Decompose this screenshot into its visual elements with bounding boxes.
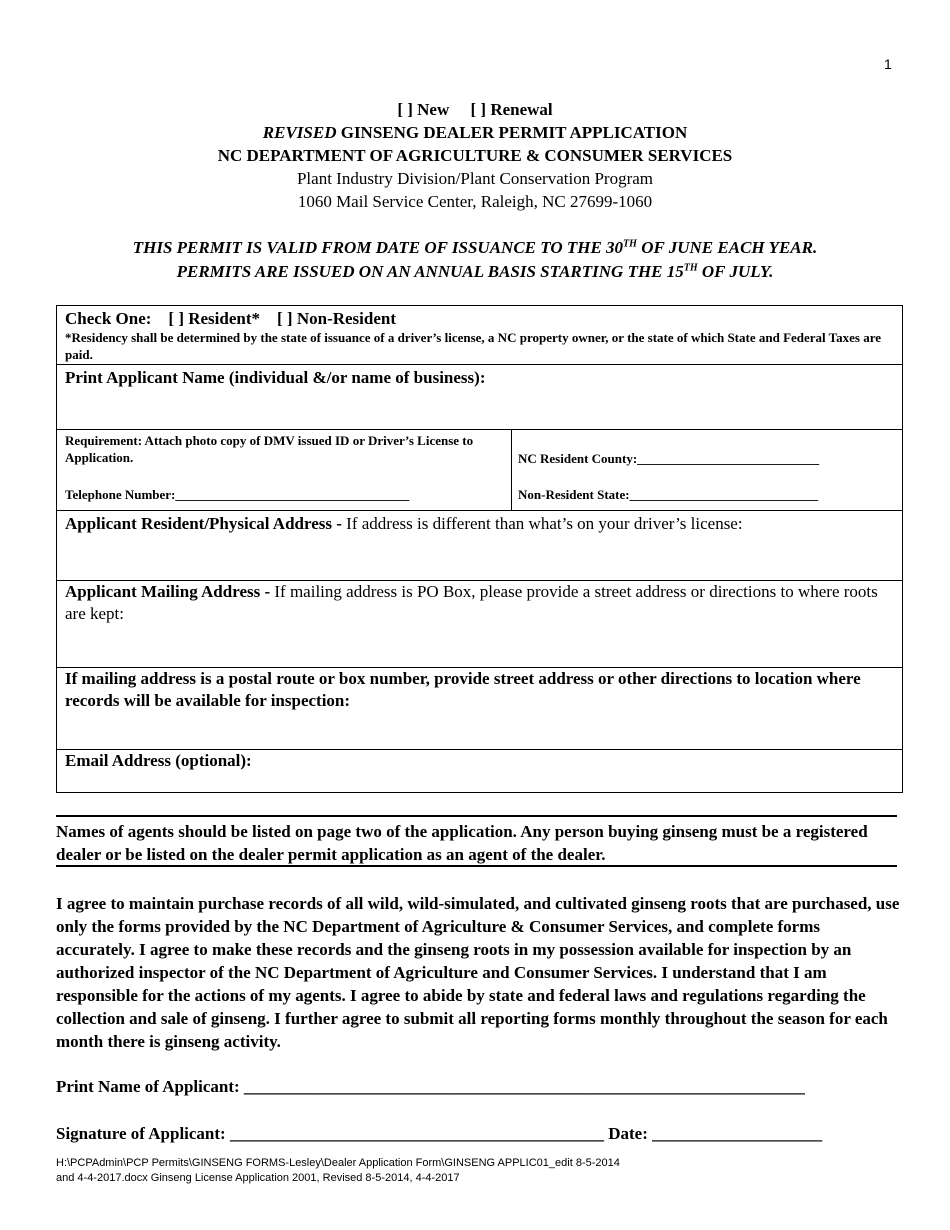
telephone-field[interactable]: Telephone Number:____________________________________ [65, 487, 410, 502]
form-header [0, 98, 950, 213]
agents-notice-text: Names of agents should be listed on page two of the application. Any person buying ginseng must be a registered dealer or be listed on the dealer permit application as an agent of the dealer. [56, 822, 868, 864]
residency-row [57, 306, 902, 364]
email-label: Email Address (optional): [65, 751, 252, 770]
signature-field[interactable]: Signature of Applicant: ____________________________________________ [56, 1124, 604, 1143]
residency-note: *Residency shall be determined by the state of issuance of a driver’s license, a NC property owner, or the state of which State and Federal Taxes are paid. [65, 330, 882, 362]
date-field[interactable]: Date: ____________________ [608, 1124, 823, 1143]
applicant-name-label: Print Applicant Name (individual &/or name of business): [65, 368, 486, 387]
page-number: 1 [884, 56, 892, 72]
validity-line-1-text: THIS PERMIT IS VALID FROM DATE OF ISSUANCE TO THE 30 [132, 238, 624, 257]
division-name: Plant Industry Division/Plant Conservation Program [296, 169, 654, 188]
validity-line-2-text: PERMITS ARE ISSUED ON AN ANNUAL BASIS STARTING THE 15 [176, 262, 684, 281]
signature-line [56, 1124, 822, 1144]
physical-address-row[interactable] [57, 510, 902, 580]
id-contact-row [57, 429, 902, 510]
email-row[interactable] [57, 749, 902, 792]
postal-route-row[interactable] [57, 667, 902, 749]
mailing-address-title: Applicant Mailing Address - [65, 582, 275, 601]
physical-address-note: If address is different than what’s on your driver’s license: [346, 514, 743, 533]
new-renewal-checkboxes[interactable]: [ ] New [ ] Renewal [397, 100, 553, 119]
residency-checkboxes[interactable]: Check One: [ ] Resident* [ ] Non-Resident [65, 309, 397, 328]
footer-line-1: H:\PCPAdmin\PCP Permits\GINSENG FORMS-Lesley\Dealer Application Form\GINSENG APPLIC01_edit 8-5-2014 [56, 1157, 620, 1169]
nonresident-state-field[interactable]: Non-Resident State:_____________________________ [518, 487, 819, 502]
agents-notice [56, 815, 897, 867]
physical-address-title: Applicant Resident/Physical Address - [65, 514, 347, 533]
column-divider [511, 430, 512, 510]
validity-notice [0, 236, 950, 284]
validity-line-1-sup: TH [623, 238, 637, 250]
applicant-form-table [56, 305, 903, 793]
requirement-note: Requirement: Attach photo copy of DMV issued ID or Driver’s License to Application. [65, 433, 474, 465]
validity-line-1-end: OF JUNE EACH YEAR. [636, 238, 818, 257]
file-path-footer [56, 1156, 620, 1186]
form-title [0, 121, 950, 144]
validity-line-2 [0, 260, 950, 284]
department-address: 1060 Mail Service Center, Raleigh, NC 27699-1060 [297, 192, 653, 211]
validity-line-2-end: OF JULY. [697, 262, 774, 281]
mailing-address-note: If mailing address is PO Box, please provide a street address or directions to where roots are kept: [65, 582, 878, 623]
validity-line-2-sup: TH [683, 262, 698, 274]
footer-line-2: and 4-4-2017.docx Ginseng License Application 2001, Revised 8-5-2014, 4-4-2017 [56, 1172, 460, 1184]
department-name: NC DEPARTMENT OF AGRICULTURE & CONSUMER SERVICES [217, 146, 733, 165]
postal-route-label: If mailing address is a postal route or box number, provide street address or other directions to location where records will be available for inspection: [65, 669, 861, 710]
mailing-address-row[interactable] [57, 580, 902, 667]
mailing-address-label [65, 581, 895, 625]
nc-county-field[interactable]: NC Resident County:____________________________ [518, 451, 820, 466]
revised-label: REVISED [262, 123, 337, 142]
validity-line-1 [0, 236, 950, 260]
applicant-name-row[interactable] [57, 364, 902, 429]
physical-address-label [65, 513, 895, 535]
form-title-text: GINSENG DEALER PERMIT APPLICATION [336, 123, 688, 142]
print-name-field[interactable]: Print Name of Applicant: __________________________________________________________________ [56, 1077, 805, 1096]
agreement-statement: I agree to maintain purchase records of all wild, wild-simulated, and cultivated ginseng roots that are purchased, use only the forms provided by the NC Department of Agriculture & Consumer Services, and complete forms accurately. I agree to make these records and the ginseng roots in my possession available for inspection by an authorized inspector of the NC Department of Agriculture and Consumer Services. I understand that I am responsible for the actions of my agents. I agree to abide by state and federal laws and regulations regarding the collection and sale of ginseng. I further agree to submit all reporting forms monthly throughout the season for each month there is ginseng activity. [56, 894, 900, 1051]
